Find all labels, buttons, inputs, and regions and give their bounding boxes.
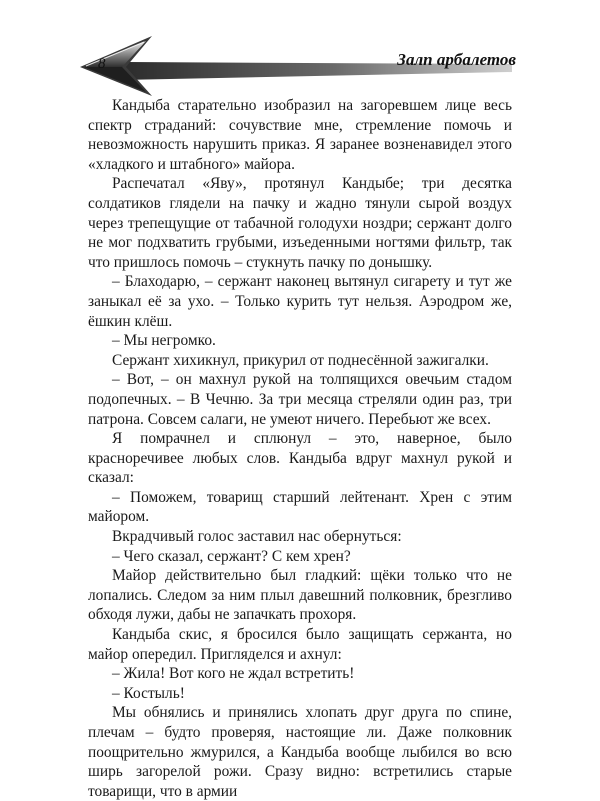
paragraph: Мы обнялись и принялись хлопать друг друга по спине, плечам – будто проверяя, настоящие ли. Даже полковник поощрительно жмурился, а Кандыба вообще лыбился во всю ширь загорелой рожи. Сразу видно: встретились старые товарищи, что в армии bbox=[88, 704, 512, 800]
paragraph: Вкрадчивый голос заставил нас обернуться: bbox=[112, 528, 402, 546]
paragraph: – Мы негромко. bbox=[112, 332, 216, 350]
page-number: 8 bbox=[98, 56, 106, 72]
paragraph: – Чего сказал, сержант? С кем хрен? bbox=[112, 547, 351, 565]
paragraph: Кандыба старательно изобразил на загоревшем лице весь спектр страданий: сочувствие мне, стремление помочь и невозможность нарушить приказ. Я заранее возненавидел этого «хладкого и штабного» майора. bbox=[88, 97, 512, 173]
page-header bbox=[0, 0, 600, 100]
paragraph: Я помрачнел и сплюнул – это, наверное, было красноречивее любых слов. Кандыба вдруг махнул рукой и сказал: bbox=[88, 430, 512, 487]
paragraph: – Поможем, товарищ старший лейтенант. Хрен с этим майором. bbox=[88, 488, 512, 526]
body-text bbox=[88, 96, 512, 801]
paragraph: Кандыба скис, я бросился было защищать сержанта, но майор опередил. Пригляделся и ахнул: bbox=[88, 626, 512, 663]
paragraph: – Вот, – он махнул рукой на толпящихся овечьим стадом подопечных. – В Чечню. За три месяца стреляли один раз, три патрона. Совсем салаги, не умеют ничего. Перебьют же всех. bbox=[88, 371, 512, 428]
running-title: Залп арбалетов bbox=[397, 50, 516, 69]
paragraph: Распечатал «Яву», протянул Кандыбе; три десятка солдатиков глядели на пачку и жадно тянули сырой воздух через трепещущие от табачной голодухи ноздри; сержант долго не мог подхватить грубыми, изъеденными ногтями фильтр, так что пришлось помочь – стукнуть пачку по донышку. bbox=[88, 175, 512, 271]
paragraph: Майор действительно был гладкий: щёки только что не лопались. Следом за ним плыл давешний полковник, брезгливо обходя лужи, дабы не запачкать прохоря. bbox=[88, 567, 512, 624]
paragraph: – Блаходарю, – сержант наконец вытянул сигарету и тут же заныкал её за ухо. – Только курить тут нельзя. Аэродром же, ёшкин клёш. bbox=[88, 273, 512, 330]
paragraph: – Костыль! bbox=[112, 684, 185, 702]
paragraph: Сержант хихикнул, прикурил от поднесённой зажигалки. bbox=[112, 351, 489, 369]
paragraph: – Жила! Вот кого не ждал встретить! bbox=[112, 665, 355, 683]
